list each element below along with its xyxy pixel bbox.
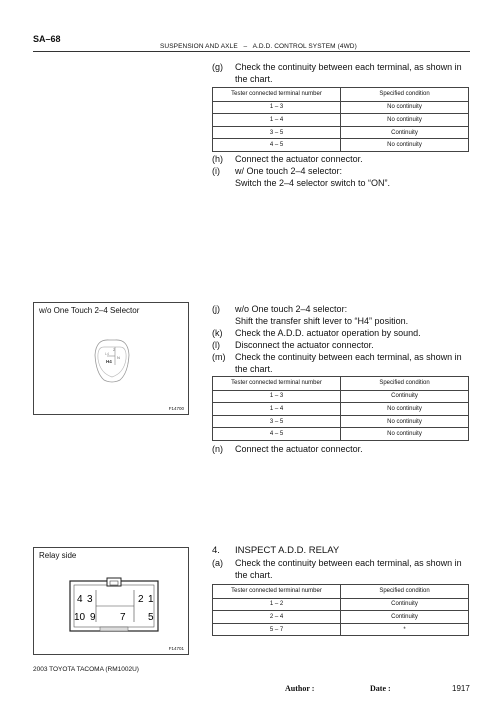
figure-code: F14700: [168, 406, 184, 411]
terminal-cell: 3 – 5: [213, 126, 341, 139]
step-g: [212, 61, 474, 85]
table-row: [213, 611, 469, 624]
condition-cell: Continuity: [341, 611, 469, 624]
step-text: Switch the 2–4 selector switch to “ON”.: [235, 178, 391, 188]
knob-label: 2: [113, 347, 116, 352]
pin-label: 2: [138, 594, 144, 605]
terminal-cell: 3 – 5: [213, 415, 341, 428]
pin-label: 7: [120, 612, 126, 623]
date-label: Date :: [370, 684, 391, 693]
figure-relay-side: [33, 547, 189, 655]
knob-label-h4: H4: [106, 359, 112, 364]
table-header-row: [213, 585, 469, 599]
condition-cell: No continuity: [341, 428, 469, 441]
step-text: Disconnect the actuator connector.: [235, 340, 374, 350]
step-i: [212, 165, 474, 189]
column-header: Specified condition: [341, 585, 469, 599]
condition-cell: No continuity: [341, 139, 469, 152]
step-h: [212, 153, 474, 165]
step-n: [212, 443, 474, 455]
page-number: 1917: [452, 684, 470, 693]
table-row: [213, 390, 469, 403]
figure-title: Relay side: [39, 551, 77, 560]
section-title: SUSPENSION AND AXLE: [160, 43, 238, 50]
table-row: [213, 101, 469, 114]
step-k: [212, 327, 474, 339]
section-number: 4.: [212, 545, 220, 556]
condition-cell: Continuity: [341, 126, 469, 139]
step-text: the chart.: [235, 74, 273, 84]
section-header: [160, 43, 357, 50]
step-text: Check the continuity between each terminal, as shown in: [235, 62, 462, 72]
step-text: the chart.: [235, 570, 273, 580]
condition-cell: Continuity: [341, 390, 469, 403]
header-rule: [33, 51, 470, 52]
step-tag: (n): [212, 444, 223, 454]
step-text: Check the continuity between each terminal, as shown in: [235, 352, 462, 362]
column-header: Specified condition: [341, 88, 469, 102]
figure-title: w/o One Touch 2–4 Selector: [39, 306, 140, 315]
table-row: [213, 403, 469, 416]
terminal-cell: 1 – 3: [213, 390, 341, 403]
table-row: [213, 139, 469, 152]
document-id: 2003 TOYOTA TACOMA (RM1002U): [33, 666, 139, 673]
step-a: [212, 557, 474, 581]
section-4-heading: [212, 545, 474, 557]
pin-label: 1: [148, 594, 154, 605]
pin-label: 9: [90, 612, 96, 623]
terminal-cell: 5 – 7: [213, 623, 341, 636]
terminal-cell: 2 – 4: [213, 611, 341, 624]
shift-knob-illustration: [34, 303, 190, 416]
step-tag: (m): [212, 352, 226, 362]
continuity-table-3: [212, 584, 469, 636]
condition-cell: Continuity: [341, 598, 469, 611]
step-text: Connect the actuator connector.: [235, 444, 363, 454]
condition-cell: *: [341, 623, 469, 636]
table-row: [213, 623, 469, 636]
step-tag: (i): [212, 166, 220, 176]
relay-connector-diagram: [34, 548, 190, 656]
continuity-table-1: [212, 87, 469, 152]
subsection-title: A.D.D. CONTROL SYSTEM (4WD): [252, 43, 357, 50]
condition-cell: No continuity: [341, 415, 469, 428]
continuity-table-2: [212, 376, 469, 441]
step-text: w/ One touch 2–4 selector:: [235, 166, 343, 176]
step-l: [212, 339, 474, 351]
terminal-cell: 1 – 4: [213, 403, 341, 416]
terminal-cell: 1 – 3: [213, 101, 341, 114]
terminal-cell: 1 – 4: [213, 114, 341, 127]
step-tag: (h): [212, 154, 223, 164]
header-separator: –: [243, 43, 248, 50]
pin-label: 3: [87, 594, 93, 605]
step-j: [212, 303, 474, 327]
step-text: the chart.: [235, 364, 273, 374]
column-header: Specified condition: [341, 377, 469, 391]
table-row: [213, 126, 469, 139]
author-label: Author :: [285, 684, 315, 693]
pin-label: 10: [74, 612, 86, 623]
table-row: [213, 428, 469, 441]
pin-label: 5: [148, 612, 154, 623]
knob-label: N: [117, 355, 120, 360]
condition-cell: No continuity: [341, 403, 469, 416]
step-text: Shift the transfer shift lever to “H4” position.: [235, 316, 409, 326]
step-text: Check the continuity between each terminal, as shown in: [235, 558, 462, 568]
table-row: [213, 598, 469, 611]
step-tag: (k): [212, 328, 223, 338]
section-title: INSPECT A.D.D. RELAY: [235, 545, 340, 556]
step-tag: (j): [212, 304, 220, 314]
terminal-cell: 4 – 5: [213, 428, 341, 441]
figure-shift-selector: [33, 302, 189, 415]
step-tag: (a): [212, 558, 223, 568]
column-header: Tester connected terminal number: [213, 377, 341, 391]
step-tag: (l): [212, 340, 220, 350]
page-id: SA–68: [33, 34, 61, 44]
terminal-cell: 1 – 2: [213, 598, 341, 611]
pin-label: 4: [77, 594, 83, 605]
step-text: w/o One touch 2–4 selector:: [235, 304, 348, 314]
condition-cell: No continuity: [341, 114, 469, 127]
table-row: [213, 415, 469, 428]
condition-cell: No continuity: [341, 101, 469, 114]
table-row: [213, 114, 469, 127]
step-text: Connect the actuator connector.: [235, 154, 363, 164]
figure-code: F14701: [168, 646, 184, 651]
table-header-row: [213, 88, 469, 102]
column-header: Tester connected terminal number: [213, 88, 341, 102]
step-tag: (g): [212, 62, 223, 72]
knob-label: L4: [105, 352, 109, 356]
step-m: [212, 351, 474, 375]
step-text: Check the A.D.D. actuator operation by sound.: [235, 328, 421, 338]
column-header: Tester connected terminal number: [213, 585, 341, 599]
table-header-row: [213, 377, 469, 391]
terminal-cell: 4 – 5: [213, 139, 341, 152]
